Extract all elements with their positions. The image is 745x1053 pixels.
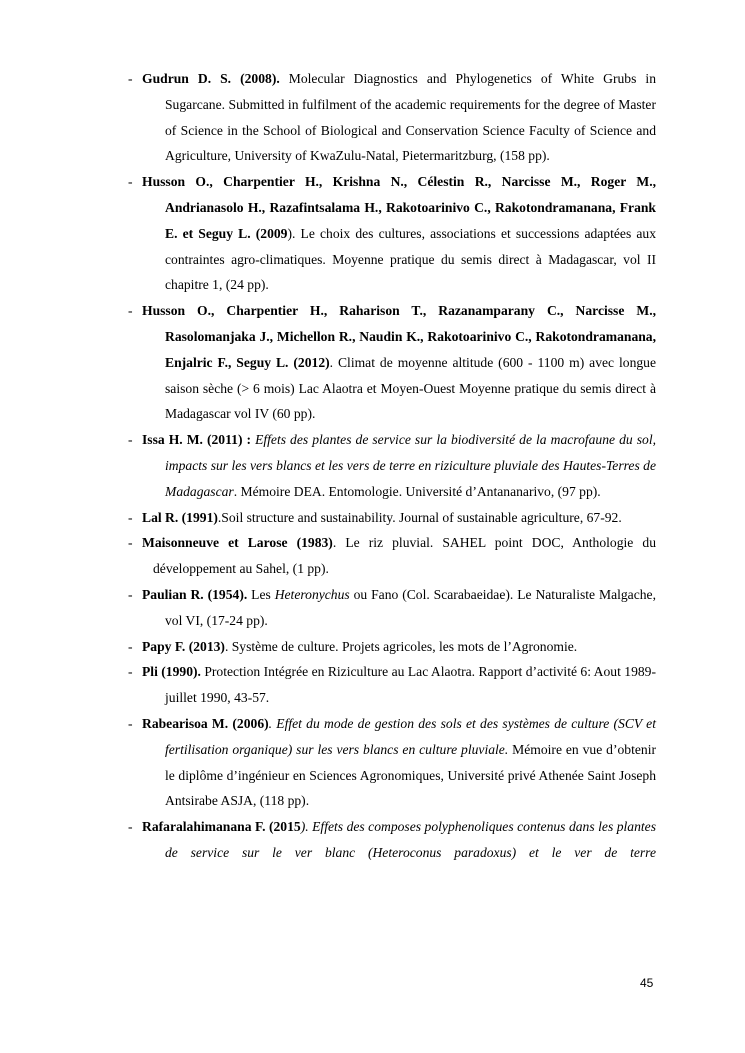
list-bullet: -: [128, 174, 133, 190]
reference-body: . Le choix des cultures, associations et successions adaptées aux contraintes agro-climatiques. Moyenne pratique du semis direct à Madagascar, vol II chapitre 1, (24 pp).: [165, 225, 656, 293]
list-bullet: -: [128, 303, 133, 319]
list-bullet: -: [128, 819, 133, 835]
reference-gudrun-2008: [128, 66, 656, 169]
reference-papy-2013: [128, 634, 656, 660]
reference-body: ou Fano (Col. Scarabaeidae). Le Naturaliste Malgache, vol VI, (17-24 pp).: [165, 586, 656, 628]
reference-title: Heteronychus: [274, 586, 350, 602]
reference-authors: Husson O., Charpentier H., Raharison T., Razanamparany C., Narcisse M., Rasolomanjaka J., Michellon R., Naudin K., Rakotoarinivo C., Rakotondramanana, Enjalric F., Seguy L. (2012): [142, 303, 656, 370]
reference-authors: Issa H. M. (2011) :: [142, 432, 252, 448]
reference-body: . Système de culture. Projets agricoles, les mots de l’Agronomie.: [224, 638, 578, 654]
reference-body: . Climat de moyenne altitude (600 - 1100 m) avec longue saison sèche (> 6 mois) Lac Alaotra et Moyen-Ouest Moyenne pratique du semis direct à Madagascar vol IV (60 pp).: [165, 354, 656, 422]
reference-body: . Mémoire DEA. Entomologie. Université d’Antananarivo, (97 pp).: [233, 483, 601, 499]
list-bullet: -: [128, 432, 133, 448]
list-bullet: -: [128, 586, 133, 602]
reference-title: ). Effets des composes polyphenoliques contenus dans les plantes de service sur le ver blanc (Heteroconus paradoxus) et le ver de terre: [165, 819, 657, 860]
reference-body: .Soil structure and sustainability. Journal of sustainable agriculture, 67-92.: [217, 509, 622, 525]
reference-pli-1990: [128, 659, 656, 711]
list-bullet: -: [128, 715, 133, 731]
reference-title: . Effet du mode de gestion des sols et des systèmes de culture (SCV et fertilisation organique) sur les vers blancs en culture pluviale.: [165, 715, 656, 757]
reference-authors: Papy F. (2013): [142, 638, 225, 654]
reference-rabearisoa-2006: [128, 711, 656, 814]
reference-authors: Gudrun D. S. (2008).: [142, 71, 280, 86]
reference-maisonneuve-1983: [128, 530, 656, 582]
reference-authors: Rabearisoa M. (2006): [142, 715, 269, 731]
list-bullet: -: [128, 664, 133, 680]
reference-paren: ): [287, 225, 292, 241]
reference-rafaralahimanana-2015: [128, 814, 656, 866]
reference-lal-1991: [128, 505, 656, 531]
page-number: 45: [640, 976, 654, 990]
reference-body: Protection Intégrée en Riziculture au Lac Alaotra. Rapport d’activité 6: Aout 1989-juillet 1990, 43-57.: [165, 664, 656, 706]
reference-authors: Husson O., Charpentier H., Krishna N., Célestin R., Narcisse M., Roger M., Andrianasolo H., Razafintsalama H., Rakotoarinivo C., Rakotondramanana, Frank E. et Seguy L. (2009: [142, 174, 656, 241]
list-bullet: -: [128, 638, 133, 654]
reference-authors: Pli (1990).: [142, 664, 201, 680]
reference-list: [128, 66, 656, 866]
list-bullet: -: [128, 535, 133, 551]
reference-pre: Les: [247, 586, 275, 602]
reference-body: . Le riz pluvial. SAHEL point DOC, Anthologie du développement au Sahel, (1 pp).: [153, 535, 657, 577]
reference-paulian-1954: [128, 582, 656, 634]
reference-body: Molecular Diagnostics and Phylogenetics of White Grubs in Sugarcane. Submitted in fulfilment of the academic requirements for the degree of Master of Science in the School of Biological and Conservation Science Faculty of Science and Agriculture, University of KwaZulu-Natal, Pietermaritzburg, (158 pp).: [165, 71, 656, 164]
list-bullet: -: [128, 509, 133, 525]
reference-authors: Paulian R. (1954).: [142, 586, 248, 602]
reference-husson-2009: [128, 169, 656, 298]
reference-title: Effets des plantes de service sur la biodiversité de la macrofaune du sol, impacts sur les vers blancs et les vers de terre en riziculture pluviale des Hautes-Terres de Madagascar: [165, 432, 656, 499]
reference-husson-2012: [128, 298, 656, 427]
reference-issa-2011: [128, 427, 656, 504]
list-bullet: -: [128, 71, 133, 86]
reference-body: Mémoire en vue d’obtenir le diplôme d’ingénieur en Sciences Agronomiques, Université privé Athenée Saint Joseph Antsirabe ASJA, (118 pp).: [165, 741, 656, 809]
reference-authors: Maisonneuve et Larose (1983): [142, 535, 333, 551]
reference-authors: Rafaralahimanana F. (2015: [142, 819, 301, 835]
reference-authors: Lal R. (1991): [142, 509, 218, 525]
